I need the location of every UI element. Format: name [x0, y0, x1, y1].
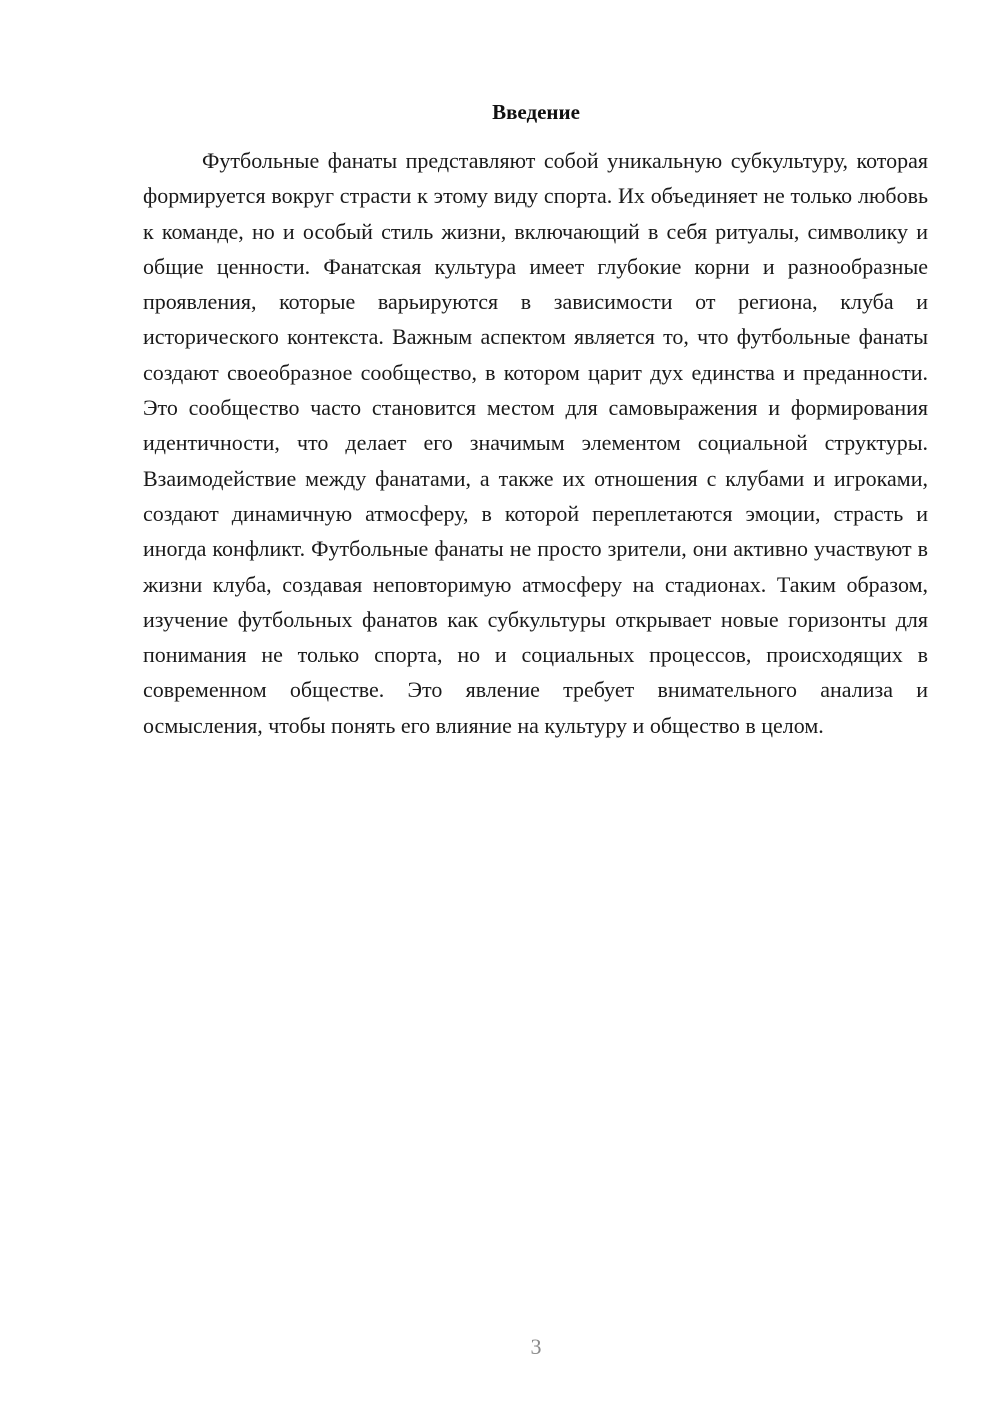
section-heading: Введение — [492, 100, 580, 124]
page-number: 3 — [530, 1334, 542, 1359]
body-paragraph: Футбольные фанаты представляют собой уникальную субкультуру, которая формируется вокруг страсти к этому виду спорта. Их объединяет не только любовь к команде, но и особый стиль жизни, включающий в себя ритуалы, символику и общие ценности. Фанатская культура имеет глубокие корни и разнообразные проявления, которые варьируются в зависимости от региона, клуба и исторического контекста. Важным аспектом является то, что футбольные фанаты создают своеобразное сообщество, в котором царит дух единства и преданности. Это сообщество часто становится местом для самовыражения и формирования идентичности, что делает его значимым элементом социальной структуры. Взаимодействие между фанатами, а также их отношения с клубами и игроками, создают динамичную атмосферу, в которой переплетаются эмоции, страсть и иногда конфликт. Футбольные фанаты не просто зрители, они активно участвуют в жизни клуба, создавая неповторимую атмосферу на стадионах. Таким образом, изучение футбольных фанатов как субкультуры открывает новые горизонты для понимания не только спорта, но и социальных процессов, происходящих в современном обществе. Это явление требует внимательного анализа и осмысления, чтобы понять его влияние на культуру и общество в целом. — [143, 148, 928, 738]
